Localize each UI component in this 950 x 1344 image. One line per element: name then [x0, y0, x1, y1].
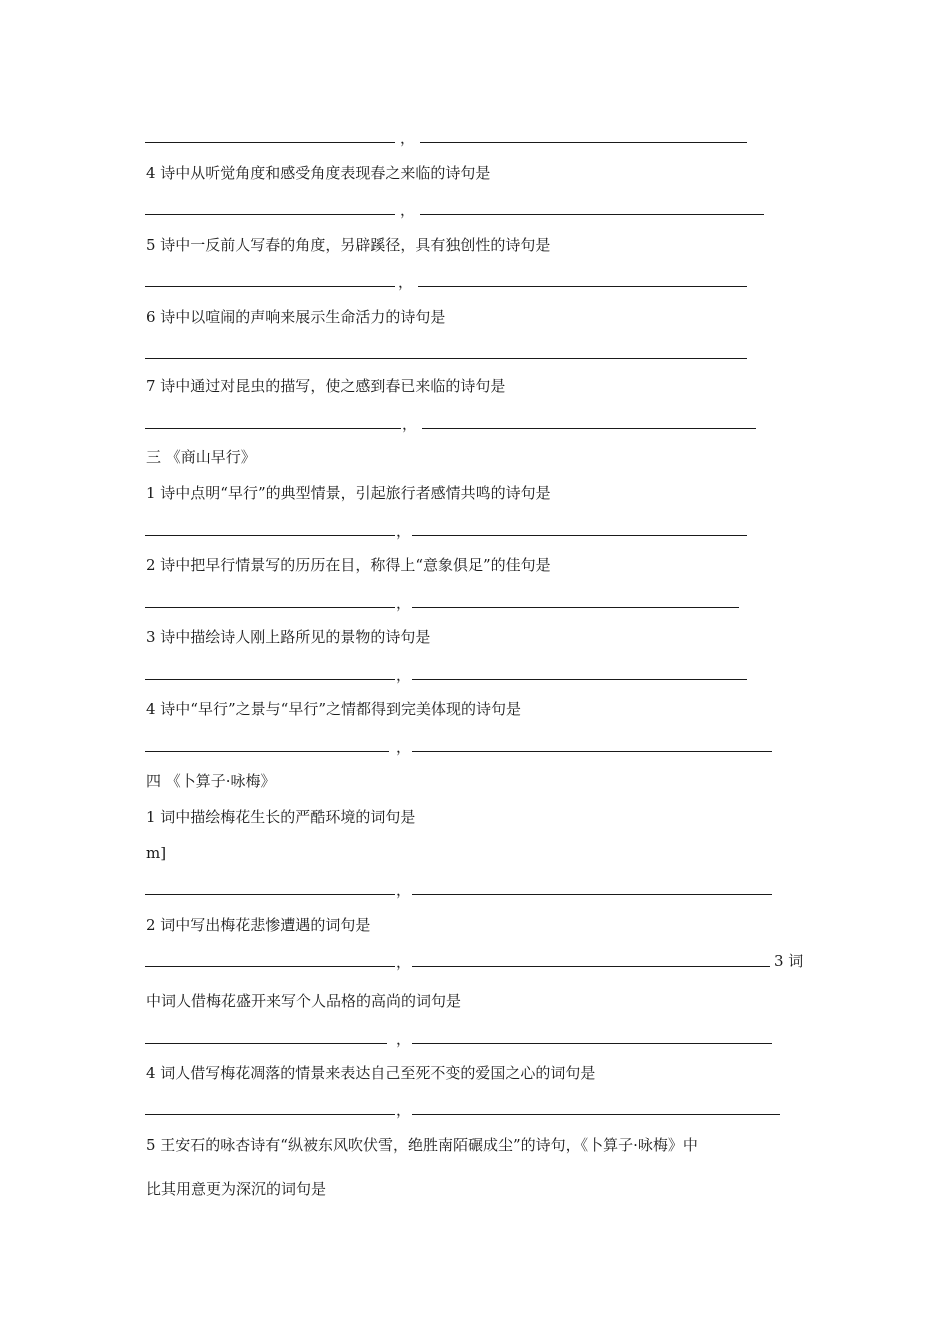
answer-blank[interactable]	[145, 286, 395, 287]
comma-separator: ，	[396, 594, 412, 612]
answer-blank[interactable]	[145, 535, 395, 536]
comma-separator: ，	[396, 881, 412, 899]
question-text: 5 王安石的咏杏诗有“纵被东风吹伏雪，绝胜南陌碾成尘”的诗句，《卜算子·咏梅》中	[146, 1136, 698, 1154]
answer-blank[interactable]	[145, 358, 747, 359]
comma-separator: ，	[396, 522, 412, 540]
section-heading: 三 《商山早行》	[146, 448, 256, 466]
answer-blank[interactable]	[412, 966, 770, 967]
question-text: 4 诗中从听觉角度和感受角度表现春之来临的诗句是	[146, 164, 491, 182]
answer-blank[interactable]	[145, 607, 395, 608]
question-text: 中词人借梅花盛开来写个人品格的高尚的词句是	[146, 992, 462, 1010]
answer-blank[interactable]	[412, 607, 739, 608]
comma-separator: ，	[398, 273, 414, 291]
answer-blank[interactable]	[145, 679, 395, 680]
question-number-tail: 3 词	[774, 952, 804, 970]
question-text: 2 词中写出梅花悲惨遭遇的词句是	[146, 916, 371, 934]
answer-blank[interactable]	[145, 1043, 387, 1044]
answer-blank[interactable]	[420, 142, 747, 143]
question-text: 7 诗中通过对昆虫的描写，使之感到春已来临的诗句是	[146, 377, 506, 395]
comma-separator: ，	[400, 201, 416, 219]
stray-mark: m]	[146, 844, 167, 862]
answer-blank[interactable]	[412, 1114, 780, 1115]
answer-blank[interactable]	[145, 142, 395, 143]
answer-blank[interactable]	[145, 966, 395, 967]
answer-blank[interactable]	[412, 894, 772, 895]
comma-separator: ，	[396, 738, 412, 756]
comma-separator: ，	[402, 415, 418, 433]
answer-blank[interactable]	[145, 214, 395, 215]
question-text: 6 诗中以喧闹的声响来展示生命活力的诗句是	[146, 308, 446, 326]
comma-separator: ，	[396, 666, 412, 684]
question-text: 1 诗中点明“早行”的典型情景，引起旅行者感情共鸣的诗句是	[146, 484, 551, 502]
comma-separator: ，	[400, 129, 416, 147]
answer-blank[interactable]	[145, 1114, 395, 1115]
answer-blank[interactable]	[145, 428, 401, 429]
question-text: 3 诗中描绘诗人刚上路所见的景物的诗句是	[146, 628, 431, 646]
answer-blank[interactable]	[412, 1043, 772, 1044]
answer-blank[interactable]	[422, 428, 756, 429]
answer-blank[interactable]	[145, 751, 389, 752]
question-text-continued: 比其用意更为深沉的词句是	[146, 1180, 327, 1198]
comma-separator: ，	[396, 1101, 412, 1119]
answer-blank[interactable]	[145, 894, 395, 895]
answer-blank[interactable]	[420, 214, 764, 215]
question-text: 1 词中描绘梅花生长的严酷环境的词句是	[146, 808, 416, 826]
question-text: 4 诗中“早行”之景与“早行”之情都得到完美体现的诗句是	[146, 700, 521, 718]
answer-blank[interactable]	[412, 535, 747, 536]
comma-separator: ，	[396, 1030, 412, 1048]
question-text: 5 诗中一反前人写春的角度，另辟蹊径，具有独创性的诗句是	[146, 236, 551, 254]
answer-blank[interactable]	[412, 751, 772, 752]
question-text: 2 诗中把早行情景写的历历在目，称得上“意象俱足”的佳句是	[146, 556, 551, 574]
answer-blank[interactable]	[412, 679, 747, 680]
comma-separator: ，	[396, 953, 412, 971]
section-heading: 四 《卜算子·咏梅》	[146, 772, 276, 790]
question-text: 4 词人借写梅花凋落的情景来表达自己至死不变的爱国之心的词句是	[146, 1064, 596, 1082]
answer-blank[interactable]	[418, 286, 747, 287]
